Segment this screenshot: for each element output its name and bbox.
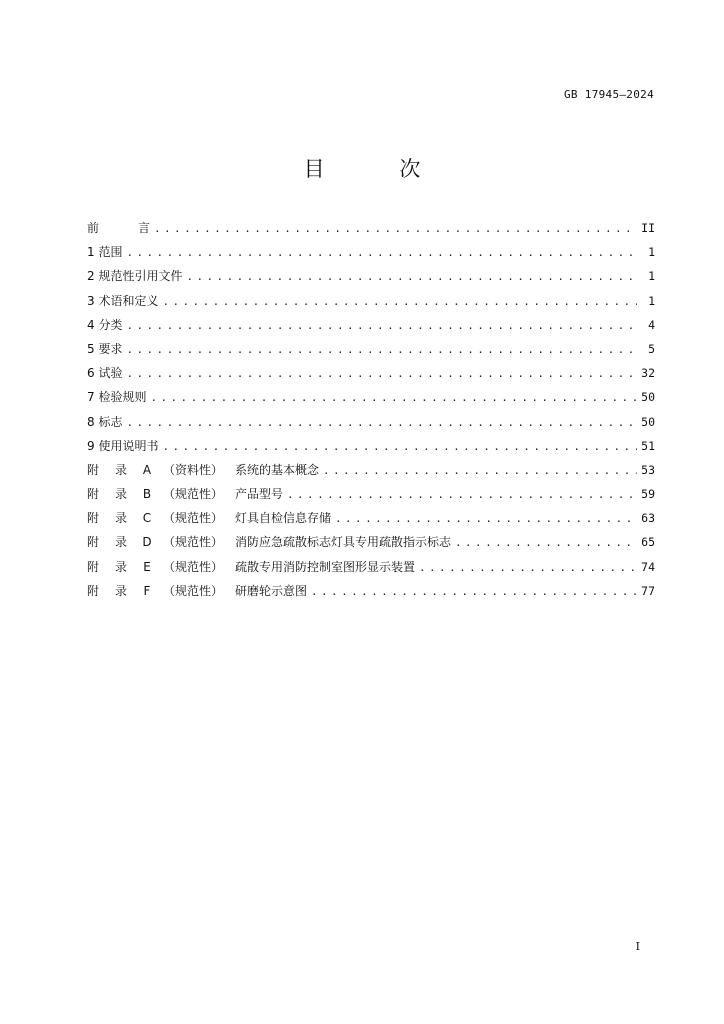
toc-leader-dots: [162, 292, 637, 312]
toc-appendix-letter: E: [143, 559, 151, 574]
toc-entry-appendix[interactable]: [87, 484, 655, 508]
toc-leader-dots: [186, 267, 637, 287]
toc-leader-dots: [150, 388, 637, 408]
toc-appendix-title: 系统的基本概念: [235, 462, 320, 477]
toc-chapter-number: 5: [87, 341, 95, 356]
toc-page-number: 77: [641, 583, 655, 598]
toc-entry-chapter[interactable]: [87, 436, 655, 460]
toc-entry-preface[interactable]: [87, 218, 655, 242]
toc-appendix-prefix: 附 录: [87, 583, 127, 598]
toc-chapter-number: 1: [87, 245, 95, 260]
toc-chapter-title: 使用说明书: [98, 438, 159, 453]
toc-page-number: 50: [641, 414, 655, 429]
toc-page-number: 65: [641, 535, 655, 550]
toc-page-number: 74: [641, 559, 655, 574]
toc-chapter-number: 2: [87, 269, 95, 284]
toc-entry-chapter[interactable]: [87, 339, 655, 363]
toc-chapter-title: 分类: [98, 317, 123, 332]
toc-page-number: 1: [648, 245, 655, 260]
toc-leader-dots: [126, 316, 637, 336]
toc-chapter-number: 8: [87, 414, 95, 429]
toc-appendix-prefix: 附 录: [87, 462, 127, 477]
toc-preface-label: 前 言: [87, 221, 150, 235]
toc-appendix-title: 灯具自检信息存储: [235, 511, 332, 526]
toc-leader-dots: [335, 509, 637, 529]
toc-page-number: 4: [648, 317, 655, 332]
toc-appendix-letter: C: [142, 511, 152, 526]
toc-chapter-title: 试验: [98, 366, 123, 381]
toc-entry-chapter[interactable]: [87, 242, 655, 266]
toc-page-number: 32: [641, 366, 655, 381]
toc-appendix-letter: B: [142, 487, 152, 502]
toc-appendix-prefix: 附 录: [87, 511, 127, 526]
toc-page-number: 51: [641, 438, 655, 453]
toc-leader-dots: [287, 485, 637, 505]
toc-entry-appendix[interactable]: [87, 508, 655, 532]
toc-page-number: 59: [641, 487, 655, 502]
page-title: 目 次: [303, 157, 455, 181]
toc-appendix-kind: （规范性）: [163, 559, 224, 574]
toc-entry-chapter[interactable]: [87, 363, 655, 387]
toc-chapter-number: 4: [87, 317, 95, 332]
toc-chapter-title: 检验规则: [98, 390, 147, 405]
toc-page-number: 50: [641, 390, 655, 405]
toc-appendix-title: 疏散专用消防控制室图形显示装置: [235, 559, 416, 574]
toc-chapter-number: 7: [87, 390, 95, 405]
toc-entry-appendix[interactable]: [87, 460, 655, 484]
toc-leader-dots: [126, 243, 637, 263]
toc-entry-chapter[interactable]: [87, 412, 655, 436]
toc-appendix-title: 消防应急疏散标志灯具专用疏散指示标志: [235, 535, 452, 550]
toc-entry-appendix[interactable]: [87, 532, 655, 556]
toc-leader-dots: [455, 533, 637, 553]
toc-appendix-kind: （规范性）: [163, 487, 224, 502]
toc-chapter-number: 9: [87, 438, 95, 453]
toc-appendix-kind: （资料性）: [163, 462, 224, 477]
toc-appendix-kind: （规范性）: [163, 535, 224, 550]
toc-leader-dots: [311, 582, 637, 602]
toc-leader-dots: [126, 340, 637, 360]
toc-appendix-prefix: 附 录: [87, 535, 127, 550]
toc-page-number: 1: [648, 269, 655, 284]
toc-entry-chapter[interactable]: [87, 291, 655, 315]
toc-page-number: II: [641, 221, 655, 235]
toc-appendix-prefix: 附 录: [87, 559, 127, 574]
toc-appendix-title: 研磨轮示意图: [235, 583, 308, 598]
toc-appendix-letter: F: [143, 583, 151, 598]
toc-entry-appendix[interactable]: [87, 581, 655, 605]
toc-page-number: 53: [641, 462, 655, 477]
toc-entry-appendix[interactable]: [87, 557, 655, 581]
toc-leader-dots: [126, 364, 637, 384]
toc-chapter-title: 要求: [98, 341, 123, 356]
toc-appendix-title: 产品型号: [235, 487, 284, 502]
toc-chapter-title: 标志: [98, 414, 123, 429]
toc-chapter-number: 3: [87, 293, 95, 308]
toc-leader-dots: [419, 558, 637, 578]
toc-entry-chapter[interactable]: [87, 266, 655, 290]
toc-leader-dots: [323, 461, 637, 481]
toc-chapter-title: 规范性引用文件: [98, 269, 183, 284]
toc-appendix-kind: （规范性）: [163, 583, 224, 598]
standard-code: GB 17945—2024: [564, 88, 654, 101]
page-number: I: [635, 940, 640, 953]
toc-page-number: 1: [648, 293, 655, 308]
toc-leader-dots: [126, 413, 637, 433]
toc-appendix-prefix: 附 录: [87, 487, 127, 502]
toc-appendix-kind: （规范性）: [163, 511, 224, 526]
toc-chapter-title: 术语和定义: [98, 293, 159, 308]
table-of-contents: [87, 218, 655, 605]
toc-page-number: 5: [648, 341, 655, 356]
toc-leader-dots: [162, 437, 637, 457]
toc-chapter-number: 6: [87, 366, 95, 381]
toc-page-number: 63: [641, 511, 655, 526]
toc-entry-chapter[interactable]: [87, 315, 655, 339]
toc-leader-dots: [154, 219, 637, 239]
toc-appendix-letter: A: [142, 462, 152, 477]
toc-chapter-title: 范围: [98, 245, 123, 260]
toc-entry-chapter[interactable]: [87, 387, 655, 411]
toc-appendix-letter: D: [142, 535, 152, 550]
